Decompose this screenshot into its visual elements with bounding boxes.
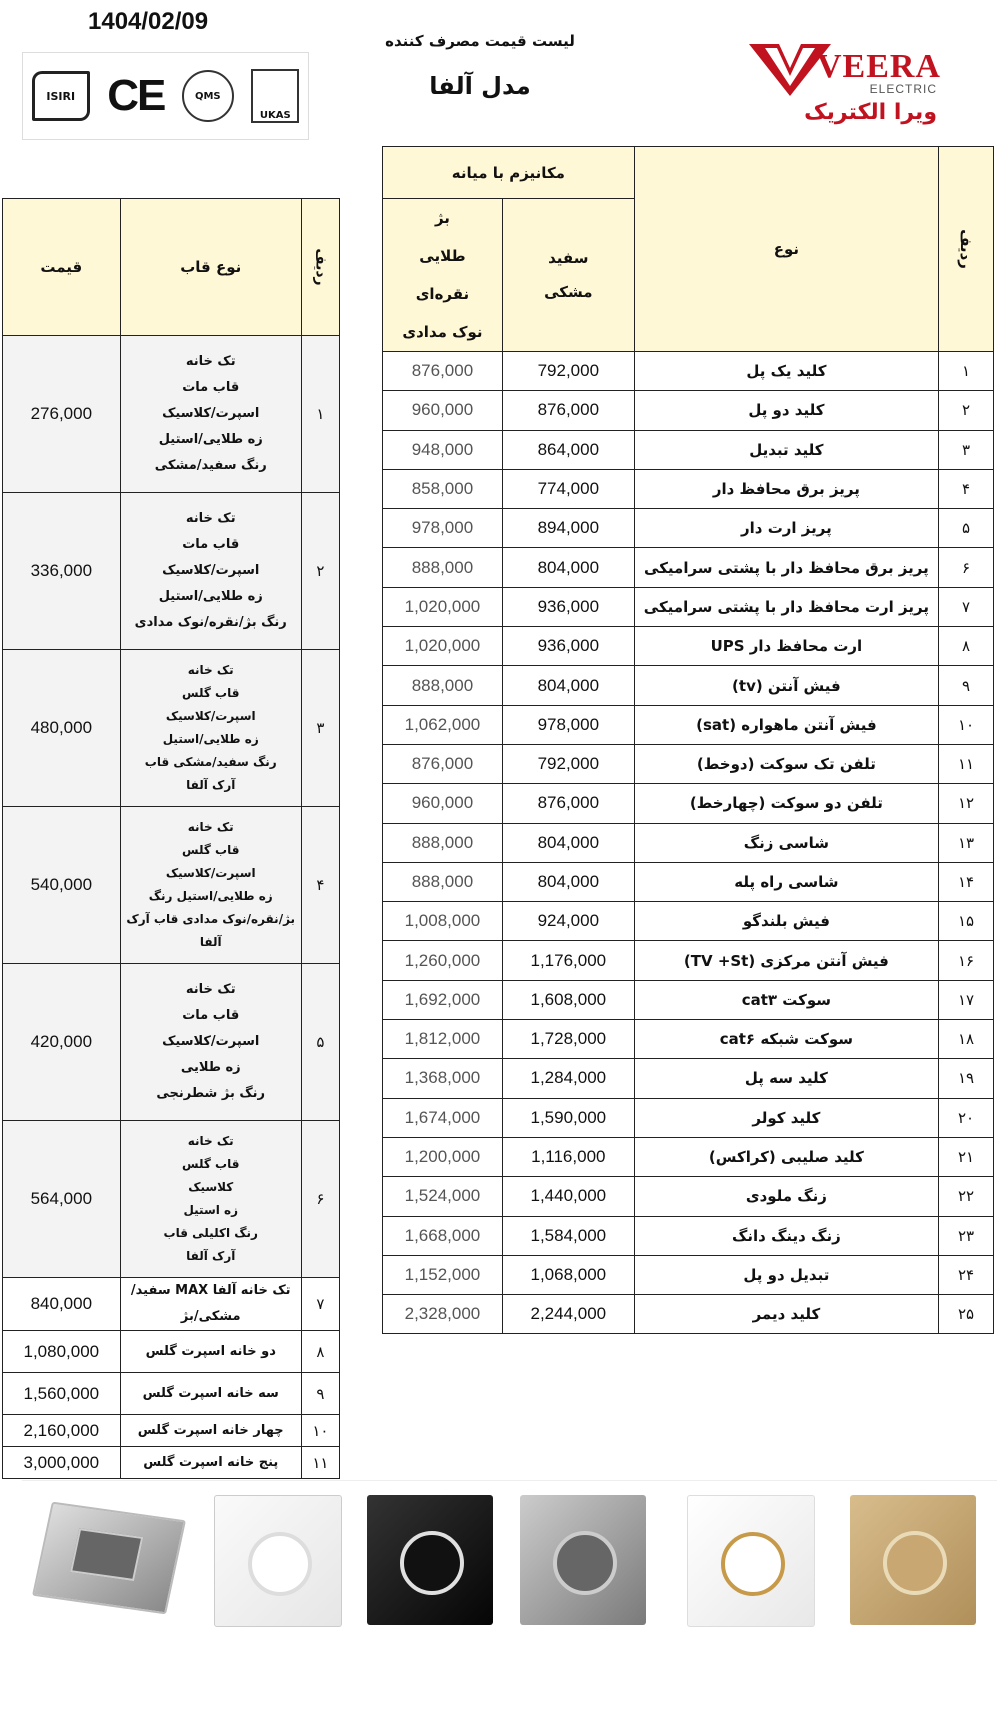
frame-price: 336,000	[3, 493, 121, 650]
price-white-black: 2,244,000	[502, 1295, 634, 1334]
row-index: ۱۹	[939, 1059, 994, 1098]
frame-spec-line: رنگ سفید/مشکی قاب	[144, 755, 277, 769]
price-other-colors: 1,200,000	[383, 1137, 503, 1176]
price-other-colors: 1,368,000	[383, 1059, 503, 1098]
mech-table-row	[383, 666, 994, 705]
mech-table-row	[383, 744, 994, 783]
frame-col-index-header: ردیف	[301, 199, 339, 336]
frame-spec-line: رنگ بژ/نقره/نوک مدادی	[134, 615, 287, 630]
brand-sub: ELECTRIC	[869, 82, 937, 96]
mech-table-row	[383, 1098, 994, 1137]
price-other-colors: 1,668,000	[383, 1216, 503, 1255]
price-white-black: 936,000	[502, 587, 634, 626]
price-white-black: 1,284,000	[502, 1059, 634, 1098]
frame-spec-line: زه طلایی/استیل	[158, 589, 263, 604]
price-other-colors: 888,000	[383, 862, 503, 901]
frame-price: 2,160,000	[3, 1415, 121, 1447]
frame-spec-line: تک خانه	[185, 511, 236, 526]
mech-table-row	[383, 1255, 994, 1294]
price-white-black: 1,728,000	[502, 1020, 634, 1059]
mechanism-group-header: مکانیزم با میانه	[383, 147, 635, 199]
frame-spec-line: اسپرت/کلاسیک	[162, 1034, 260, 1049]
frame-spec-line: زه طلایی/استیل	[158, 432, 263, 447]
price-other-colors: 1,674,000	[383, 1098, 503, 1137]
frame-type	[120, 1373, 301, 1415]
price-other-colors: 888,000	[383, 823, 503, 862]
frame-type	[120, 1278, 301, 1331]
frame-row-index: ۴	[301, 807, 339, 964]
mech-table-row	[383, 784, 994, 823]
white-gold-switch-image	[687, 1495, 815, 1627]
frame-row-index: ۱۱	[301, 1447, 339, 1479]
frame-type	[120, 807, 301, 964]
frame-spec-line: زه استیل	[183, 1203, 239, 1217]
price-other-colors: 1,260,000	[383, 941, 503, 980]
price-other-colors: 888,000	[383, 548, 503, 587]
frame-spec-line: اسپرت/کلاسیک	[165, 866, 256, 880]
brand-logo	[745, 20, 955, 130]
frame-table-row	[3, 336, 340, 493]
frame-spec-line: تک خانه	[187, 663, 234, 677]
price-other-colors: 876,000	[383, 744, 503, 783]
frame-price: 480,000	[3, 650, 121, 807]
row-index: ۸	[939, 627, 994, 666]
frame-spec-line: پنج خانه اسپرت گلس	[143, 1454, 279, 1470]
row-index: ۲۲	[939, 1177, 994, 1216]
frame-price: 564,000	[3, 1121, 121, 1278]
frame-spec-line: اسپرت/کلاسیک	[162, 406, 260, 421]
frame-price: 1,080,000	[3, 1331, 121, 1373]
frame-row-index: ۷	[301, 1278, 339, 1331]
price-white-black: 804,000	[502, 823, 634, 862]
mech-table-row	[383, 705, 994, 744]
mech-table-row	[383, 352, 994, 391]
frame-type	[120, 650, 301, 807]
price-white-black: 1,590,000	[502, 1098, 634, 1137]
col-type-header: نوع	[634, 147, 938, 352]
frame-price-table	[2, 198, 340, 1479]
frame-spec-line: کلاسیک	[188, 1180, 234, 1194]
beige-switch-image	[850, 1495, 976, 1625]
frame-spec-line: آلفا	[199, 935, 222, 949]
price-white-black: 774,000	[502, 469, 634, 508]
price-other-colors: 1,692,000	[383, 980, 503, 1019]
mech-table-row	[383, 1059, 994, 1098]
price-other-colors: 960,000	[383, 391, 503, 430]
frame-spec-line: تک خانه آلفا MAX سفید/مشکی/بژ	[130, 1283, 291, 1324]
row-index: ۴	[939, 469, 994, 508]
frame-table-row	[3, 807, 340, 964]
price-white-black: 1,116,000	[502, 1137, 634, 1176]
mech-table-row	[383, 980, 994, 1019]
frame-spec-line: قاب گلس	[182, 843, 240, 857]
item-name: سوکت شبکه cat۶	[634, 1020, 938, 1059]
frame-row-index: ۸	[301, 1331, 339, 1373]
row-index: ۲۱	[939, 1137, 994, 1176]
frame-type	[120, 964, 301, 1121]
price-white-black: 1,584,000	[502, 1216, 634, 1255]
item-name: ارت محافظ دار UPS	[634, 627, 938, 666]
mech-table-row	[383, 823, 994, 862]
item-name: کلید کولر	[634, 1098, 938, 1137]
frame-spec-line: تک خانه	[185, 354, 236, 369]
item-name: کلید دو پل	[634, 391, 938, 430]
item-name: زنگ دینگ دانگ	[634, 1216, 938, 1255]
row-index: ۱۷	[939, 980, 994, 1019]
black-switch-image	[367, 1495, 493, 1625]
frame-price: 840,000	[3, 1278, 121, 1331]
price-other-colors: 960,000	[383, 784, 503, 823]
isiri-logo: ISIRI	[32, 71, 90, 121]
price-other-colors: 876,000	[383, 352, 503, 391]
frame-spec-line: آرک آلفا	[186, 1249, 236, 1263]
mech-table-row	[383, 587, 994, 626]
price-other-colors: 858,000	[383, 469, 503, 508]
frame-spec-line: دو خانه اسپرت گلس	[145, 1343, 276, 1359]
frame-spec-line: زه طلایی/استیل	[162, 732, 259, 746]
row-index: ۲۴	[939, 1255, 994, 1294]
price-white-black: 1,068,000	[502, 1255, 634, 1294]
frame-type	[120, 1331, 301, 1373]
row-index: ۶	[939, 548, 994, 587]
price-white-black: 864,000	[502, 430, 634, 469]
frame-table-row	[3, 1278, 340, 1331]
col-white-black-header: سفید مشکی	[502, 199, 634, 352]
frame-table-row	[3, 650, 340, 807]
row-index: ۱۶	[939, 941, 994, 980]
item-name: تلفن تک سوکت (دوخط)	[634, 744, 938, 783]
price-other-colors: 1,152,000	[383, 1255, 503, 1294]
mech-table-row	[383, 391, 994, 430]
row-index: ۳	[939, 430, 994, 469]
item-name: پریز ارت محافظ دار با پشتی سرامیکی	[634, 587, 938, 626]
frame-table-row	[3, 1331, 340, 1373]
frame-row-index: ۱۰	[301, 1415, 339, 1447]
item-name: کلید یک پل	[634, 352, 938, 391]
frame-spec-line: قاب مات	[182, 380, 240, 395]
frame-spec-line: رنگ بژ شطرنجی	[156, 1086, 266, 1101]
price-white-black: 1,176,000	[502, 941, 634, 980]
qms-seal: QMS	[182, 70, 234, 122]
frame-type	[120, 336, 301, 493]
item-name: کلید تبدیل	[634, 430, 938, 469]
frame-price: 540,000	[3, 807, 121, 964]
mech-table-row	[383, 548, 994, 587]
price-other-colors: 1,062,000	[383, 705, 503, 744]
price-list-title: لیست قیمت مصرف کننده	[385, 32, 575, 50]
row-index: ۱۱	[939, 744, 994, 783]
frame-col-price-header: قیمت	[3, 199, 121, 336]
frame-row-index: ۳	[301, 650, 339, 807]
price-other-colors: 1,008,000	[383, 902, 503, 941]
frame-spec-line: قاب گلس	[182, 686, 240, 700]
row-index: ۵	[939, 509, 994, 548]
item-name: پریز ارت دار	[634, 509, 938, 548]
price-white-black: 894,000	[502, 509, 634, 548]
row-index: ۱۳	[939, 823, 994, 862]
date: 1404/02/09	[88, 8, 209, 35]
mech-table-row	[383, 1216, 994, 1255]
row-index: ۲	[939, 391, 994, 430]
item-name: کلید صلیبی (کراکس)	[634, 1137, 938, 1176]
item-name: شاسی زنگ	[634, 823, 938, 862]
item-name: فیش آنتن ماهواره (sat)	[634, 705, 938, 744]
mech-table-row	[383, 1295, 994, 1334]
ukas-seal: UKAS	[251, 69, 299, 123]
row-index: ۱	[939, 352, 994, 391]
frame-spec-line: رنگ سفید/مشکی	[154, 458, 267, 473]
silver-switch-image	[520, 1495, 646, 1625]
brand-latin: VEERA	[816, 48, 941, 85]
mechanism-price-table	[382, 146, 994, 1334]
mech-table-row	[383, 469, 994, 508]
price-other-colors: 1,524,000	[383, 1177, 503, 1216]
price-white-black: 804,000	[502, 666, 634, 705]
price-white-black: 876,000	[502, 391, 634, 430]
price-other-colors: 1,812,000	[383, 1020, 503, 1059]
price-white-black: 978,000	[502, 705, 634, 744]
price-white-black: 804,000	[502, 548, 634, 587]
row-index: ۲۳	[939, 1216, 994, 1255]
price-other-colors: 948,000	[383, 430, 503, 469]
price-white-black: 1,608,000	[502, 980, 634, 1019]
price-other-colors: 1,020,000	[383, 587, 503, 626]
brand-persian: ویرا الکتریک	[804, 100, 937, 125]
row-index: ۲۵	[939, 1295, 994, 1334]
frame-price: 276,000	[3, 336, 121, 493]
item-name: تلفن دو سوکت (چهارخط)	[634, 784, 938, 823]
item-name: پریز برق محافظ دار	[634, 469, 938, 508]
mech-table-row	[383, 509, 994, 548]
frame-price: 1,560,000	[3, 1373, 121, 1415]
price-white-black: 792,000	[502, 744, 634, 783]
frame-table-row	[3, 1447, 340, 1479]
price-white-black: 924,000	[502, 902, 634, 941]
item-name: فیش آنتن (tv)	[634, 666, 938, 705]
white-switch-image	[214, 1495, 342, 1627]
row-index: ۱۲	[939, 784, 994, 823]
frame-table-row	[3, 1415, 340, 1447]
item-name: فیش بلندگو	[634, 902, 938, 941]
frame-table-row	[3, 964, 340, 1121]
price-white-black: 876,000	[502, 784, 634, 823]
frame-spec-line: چهار خانه اسپرت گلس	[137, 1422, 284, 1438]
mech-table-row	[383, 902, 994, 941]
mech-table-row	[383, 1020, 994, 1059]
frame-spec-line: قاب مات	[182, 537, 240, 552]
frame-spec-line: اسپرت/کلاسیک	[162, 563, 260, 578]
mech-table-row	[383, 862, 994, 901]
frame-table-row	[3, 1373, 340, 1415]
price-other-colors: 1,020,000	[383, 627, 503, 666]
frame-row-index: ۶	[301, 1121, 339, 1278]
price-white-black: 1,440,000	[502, 1177, 634, 1216]
frame-type	[120, 1121, 301, 1278]
col-index-header: ردیف	[939, 147, 994, 352]
frame-table-row	[3, 1121, 340, 1278]
frame-row-index: ۲	[301, 493, 339, 650]
mechanism-product-image	[32, 1502, 186, 1615]
frame-row-index: ۵	[301, 964, 339, 1121]
frame-type	[120, 493, 301, 650]
frame-spec-line: سه خانه اسپرت گلس	[142, 1385, 279, 1401]
mech-table-row	[383, 1137, 994, 1176]
frame-spec-line: تک خانه	[187, 820, 234, 834]
frame-spec-line: تک خانه	[185, 982, 236, 997]
ce-logo: CE	[107, 71, 165, 120]
item-name: سوکت cat۳	[634, 980, 938, 1019]
price-other-colors: 2,328,000	[383, 1295, 503, 1334]
row-index: ۹	[939, 666, 994, 705]
frame-row-index: ۹	[301, 1373, 339, 1415]
mech-table-row	[383, 627, 994, 666]
row-index: ۷	[939, 587, 994, 626]
frame-spec-line: آرک آلفا	[186, 778, 236, 792]
frame-price: 420,000	[3, 964, 121, 1121]
item-name: فیش آنتن مرکزی (TV +St)	[634, 941, 938, 980]
item-name: کلید سه پل	[634, 1059, 938, 1098]
mech-table-row	[383, 1177, 994, 1216]
item-name: تبدیل دو پل	[634, 1255, 938, 1294]
mech-table-row	[383, 430, 994, 469]
item-name: پریز برق محافظ دار با پشتی سرامیکی	[634, 548, 938, 587]
frame-row-index: ۱	[301, 336, 339, 493]
frame-spec-line: اسپرت/کلاسیک	[165, 709, 256, 723]
col-other-colors-header: بژ طلایی نقره‌ای نوک مدادی	[383, 199, 503, 352]
frame-col-type-header: نوع قاب	[120, 199, 301, 336]
frame-spec-line: بژ/نقره/نوک مدادی قاب آرک	[126, 912, 296, 926]
row-index: ۱۰	[939, 705, 994, 744]
frame-spec-line: زه طلایی	[180, 1060, 241, 1075]
product-gallery	[22, 1480, 997, 1651]
frame-spec-line: زه طلایی/استیل رنگ	[148, 889, 273, 903]
row-index: ۱۵	[939, 902, 994, 941]
price-white-black: 936,000	[502, 627, 634, 666]
price-white-black: 804,000	[502, 862, 634, 901]
row-index: ۲۰	[939, 1098, 994, 1137]
item-name: زنگ ملودی	[634, 1177, 938, 1216]
frame-type	[120, 1447, 301, 1479]
frame-spec-line: قاب مات	[182, 1008, 240, 1023]
item-name: کلید دیمر	[634, 1295, 938, 1334]
mech-table-row	[383, 941, 994, 980]
item-name: شاسی راه پله	[634, 862, 938, 901]
price-other-colors: 978,000	[383, 509, 503, 548]
price-white-black: 792,000	[502, 352, 634, 391]
model-title: مدل آلفا	[429, 72, 531, 100]
certification-logos	[22, 52, 309, 140]
frame-type	[120, 1415, 301, 1447]
frame-price: 3,000,000	[3, 1447, 121, 1479]
frame-spec-line: قاب گلس	[182, 1157, 240, 1171]
price-other-colors: 888,000	[383, 666, 503, 705]
row-index: ۱۴	[939, 862, 994, 901]
row-index: ۱۸	[939, 1020, 994, 1059]
frame-table-row	[3, 493, 340, 650]
frame-spec-line: تک خانه	[187, 1134, 234, 1148]
frame-spec-line: رنگ اکلیلی قاب	[163, 1226, 258, 1240]
